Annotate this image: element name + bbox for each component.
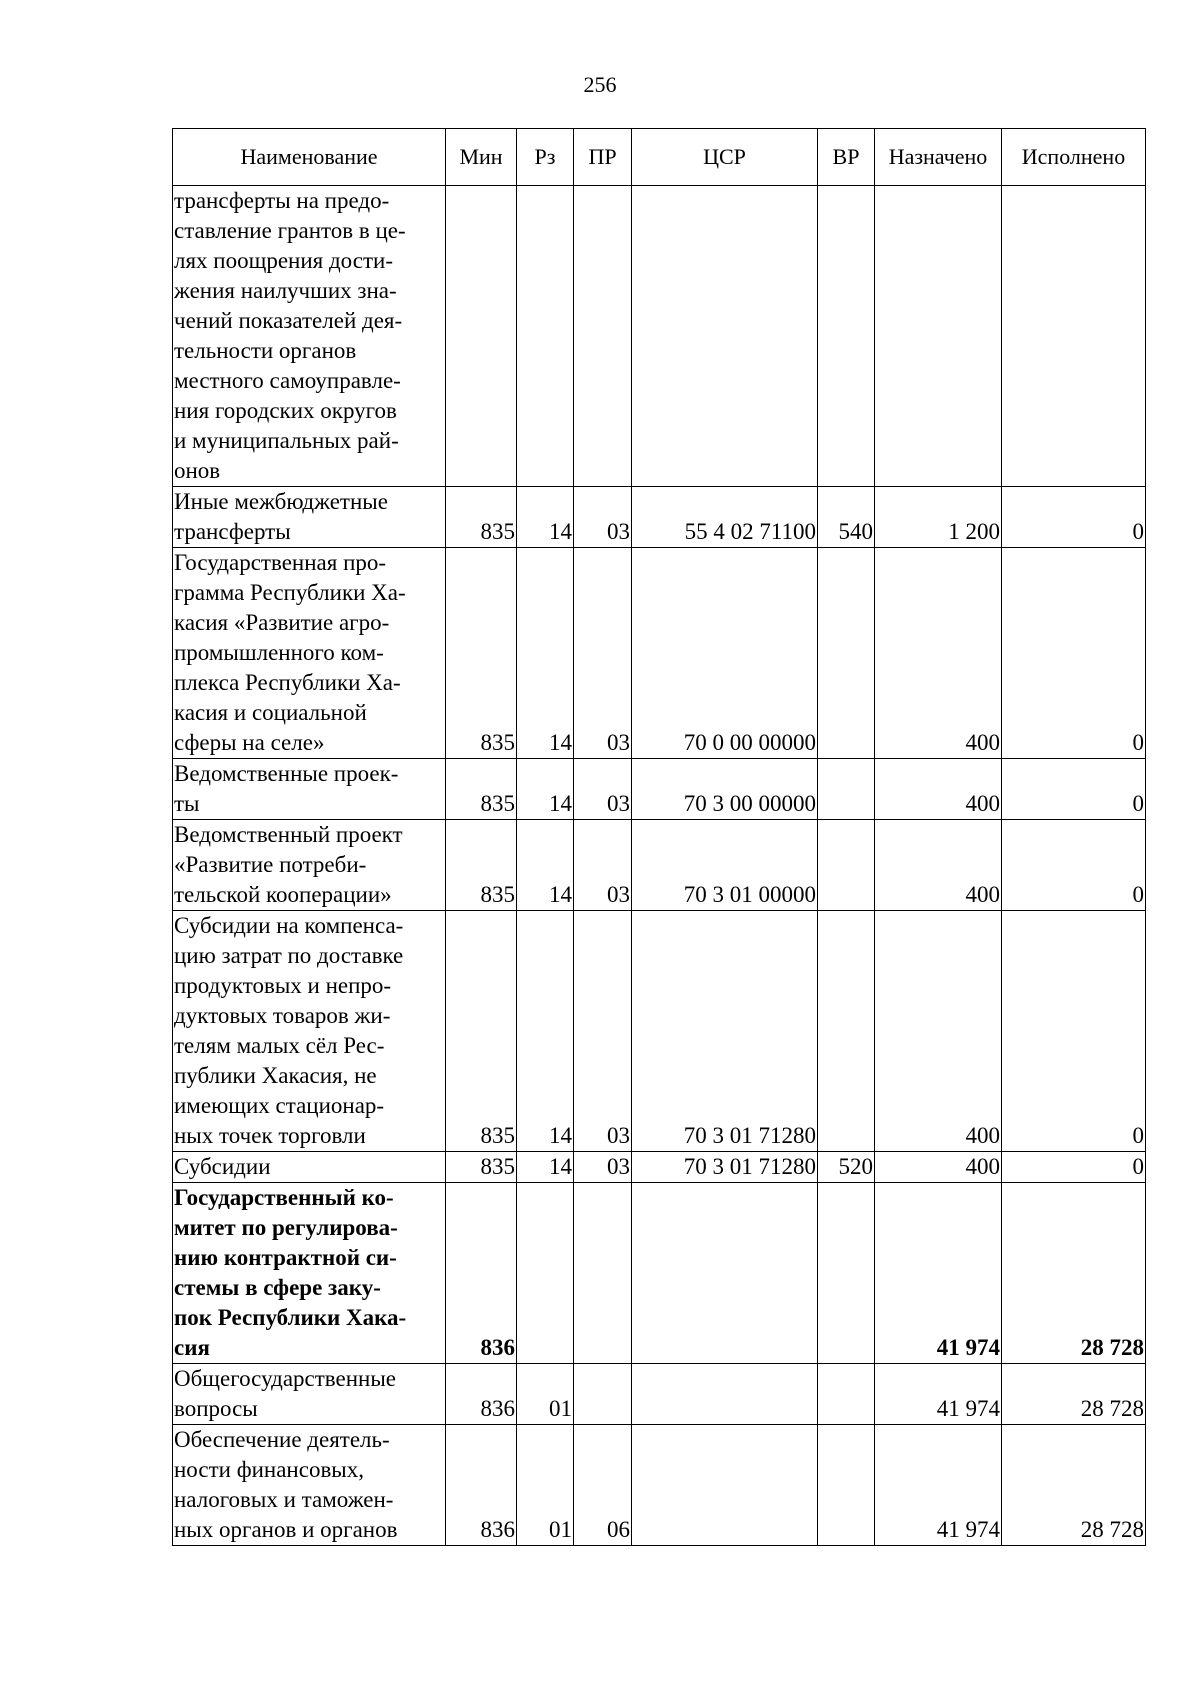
cell-name-line: трансферты: [174, 519, 291, 544]
cell-name-line: местного самоуправле-: [174, 368, 401, 393]
col-header-assigned: Назначено: [875, 129, 1002, 186]
cell-vr: [818, 820, 875, 911]
cell-name-line: пок Республики Хака-: [174, 1305, 407, 1330]
cell-executed: 28 728: [1002, 1183, 1146, 1364]
cell-pr: 03: [574, 548, 632, 759]
cell-executed: 0: [1002, 759, 1146, 820]
cell-executed: 0: [1002, 487, 1146, 548]
table-row: [173, 186, 1146, 487]
cell-assigned: 41 974: [875, 1183, 1002, 1364]
table-body: [173, 186, 1146, 1546]
cell-name-line: трансферты на предо-: [174, 188, 390, 213]
cell-assigned: 400: [875, 1152, 1002, 1183]
cell-assigned: 1 200: [875, 487, 1002, 548]
cell-executed: 28 728: [1002, 1425, 1146, 1546]
cell-vr: [818, 1183, 875, 1364]
cell-min: 835: [446, 1152, 517, 1183]
cell-pr: [574, 1183, 632, 1364]
cell-csr: [632, 1183, 818, 1364]
cell-name: [173, 911, 446, 1152]
table-row: [173, 1152, 1146, 1183]
table-row: [173, 820, 1146, 911]
cell-name-line: ных органов и органов: [174, 1517, 398, 1542]
cell-rz: [517, 1183, 574, 1364]
cell-rz: 01: [517, 1425, 574, 1546]
cell-name-line: нию контрактной си-: [174, 1245, 397, 1270]
cell-pr: 06: [574, 1425, 632, 1546]
cell-name-line: публики Хакасия, не: [174, 1063, 377, 1088]
cell-name-line: имеющих стационар-: [174, 1093, 385, 1118]
cell-name-line: «Развитие потреби-: [174, 852, 367, 877]
table-row: [173, 1425, 1146, 1546]
table-row: [173, 548, 1146, 759]
col-header-pr: ПР: [574, 129, 632, 186]
cell-name-line: продуктовых и непро-: [174, 973, 392, 998]
cell-rz: [517, 186, 574, 487]
cell-pr: 03: [574, 487, 632, 548]
cell-name-line: Государственный ко-: [174, 1185, 394, 1210]
col-header-executed: Исполнено: [1002, 129, 1146, 186]
cell-name-line: и муниципальных рай-: [174, 428, 399, 453]
table-row: [173, 487, 1146, 548]
cell-executed: 0: [1002, 548, 1146, 759]
cell-assigned: 41 974: [875, 1425, 1002, 1546]
cell-min: 836: [446, 1364, 517, 1425]
cell-assigned: [875, 186, 1002, 487]
cell-vr: [818, 759, 875, 820]
cell-assigned: 400: [875, 820, 1002, 911]
cell-name-line: касия и социальной: [174, 700, 367, 725]
cell-name-line: сферы на селе»: [174, 730, 325, 755]
cell-name-line: вопросы: [174, 1396, 258, 1421]
cell-csr: 70 3 01 71280: [632, 1152, 818, 1183]
cell-name: [173, 186, 446, 487]
cell-name-line: грамма Республики Ха-: [174, 580, 406, 605]
cell-name-line: Обеспечение деятель-: [174, 1427, 390, 1452]
cell-csr: [632, 1364, 818, 1425]
cell-name-line: цию затрат по доставке: [174, 943, 404, 968]
cell-vr: 520: [818, 1152, 875, 1183]
cell-vr: [818, 548, 875, 759]
cell-csr: 70 3 01 71280: [632, 911, 818, 1152]
cell-name-line: телям малых сёл Рес-: [174, 1033, 385, 1058]
col-header-rz: Рз: [517, 129, 574, 186]
cell-executed: 0: [1002, 820, 1146, 911]
table-row: [173, 911, 1146, 1152]
cell-assigned: 41 974: [875, 1364, 1002, 1425]
cell-min: 836: [446, 1425, 517, 1546]
cell-name-line: ных точек торговли: [174, 1123, 366, 1148]
cell-name-line: налоговых и таможен-: [174, 1487, 394, 1512]
cell-pr: [574, 1364, 632, 1425]
cell-rz: 14: [517, 759, 574, 820]
cell-csr: 55 4 02 71100: [632, 487, 818, 548]
cell-pr: 03: [574, 820, 632, 911]
cell-name-line: сия: [174, 1335, 210, 1360]
cell-name-line: Государственная про-: [174, 550, 387, 575]
cell-rz: 14: [517, 487, 574, 548]
cell-min: 835: [446, 548, 517, 759]
cell-rz: 14: [517, 1152, 574, 1183]
cell-min: 835: [446, 759, 517, 820]
cell-executed: [1002, 186, 1146, 487]
cell-name-line: митет по регулирова-: [174, 1215, 398, 1240]
cell-csr: [632, 1425, 818, 1546]
cell-vr: [818, 186, 875, 487]
cell-name-line: стемы в сфере заку-: [174, 1275, 381, 1300]
cell-name-line: промышленного ком-: [174, 640, 384, 665]
table-row: [173, 1183, 1146, 1364]
cell-vr: [818, 1364, 875, 1425]
cell-min: 835: [446, 820, 517, 911]
cell-pr: 03: [574, 1152, 632, 1183]
cell-name: [173, 1425, 446, 1546]
cell-vr: [818, 1425, 875, 1546]
col-header-csr: ЦСР: [632, 129, 818, 186]
cell-rz: 14: [517, 820, 574, 911]
cell-name-line: Субсидии: [174, 1154, 271, 1179]
cell-name: [173, 1183, 446, 1364]
cell-assigned: 400: [875, 759, 1002, 820]
cell-name-line: касия «Развитие агро-: [174, 610, 390, 635]
col-header-name: Наименование: [173, 129, 446, 186]
cell-name-line: ты: [174, 791, 200, 816]
col-header-vr: ВР: [818, 129, 875, 186]
budget-table: [172, 128, 1146, 1546]
cell-assigned: 400: [875, 911, 1002, 1152]
cell-name-line: ния городских округов: [174, 398, 397, 423]
cell-rz: 01: [517, 1364, 574, 1425]
cell-assigned: 400: [875, 548, 1002, 759]
cell-rz: 14: [517, 548, 574, 759]
cell-csr: [632, 186, 818, 487]
cell-name-line: дуктовых товаров жи-: [174, 1003, 391, 1028]
cell-name: [173, 1152, 446, 1183]
cell-min: 835: [446, 487, 517, 548]
cell-name: [173, 820, 446, 911]
cell-name-line: ности финансовых,: [174, 1457, 365, 1482]
cell-name-line: Ведомственный проект: [174, 822, 403, 847]
cell-vr: 540: [818, 487, 875, 548]
cell-executed: 28 728: [1002, 1364, 1146, 1425]
cell-name-line: Иные межбюджетные: [174, 489, 388, 514]
cell-pr: [574, 186, 632, 487]
cell-name-line: жения наилучших зна-: [174, 278, 397, 303]
cell-name-line: онов: [174, 458, 221, 483]
cell-name-line: тельности органов: [174, 338, 357, 363]
table-row: [173, 759, 1146, 820]
cell-csr: 70 3 01 00000: [632, 820, 818, 911]
cell-min: [446, 186, 517, 487]
cell-name: [173, 759, 446, 820]
cell-pr: 03: [574, 911, 632, 1152]
cell-csr: 70 0 00 00000: [632, 548, 818, 759]
table-header-row: [173, 129, 1146, 186]
cell-min: 836: [446, 1183, 517, 1364]
cell-name-line: тельской кооперации»: [174, 882, 392, 907]
cell-name: [173, 1364, 446, 1425]
cell-name: [173, 548, 446, 759]
cell-name-line: плекса Республики Ха-: [174, 670, 401, 695]
cell-executed: 0: [1002, 1152, 1146, 1183]
table-row: [173, 1364, 1146, 1425]
cell-name-line: Общегосударственные: [174, 1366, 397, 1391]
cell-rz: 14: [517, 911, 574, 1152]
cell-pr: 03: [574, 759, 632, 820]
cell-name-line: ставление грантов в це-: [174, 218, 406, 243]
cell-name: [173, 487, 446, 548]
cell-name-line: чений показателей дея-: [174, 308, 403, 333]
col-header-min: Мин: [446, 129, 517, 186]
cell-name-line: лях поощрения дости-: [174, 248, 393, 273]
cell-vr: [818, 911, 875, 1152]
cell-name-line: Субсидии на компенса-: [174, 913, 404, 938]
page-number: 256: [583, 72, 617, 97]
cell-min: 835: [446, 911, 517, 1152]
cell-executed: 0: [1002, 911, 1146, 1152]
cell-name-line: Ведомственные проек-: [174, 761, 399, 786]
cell-csr: 70 3 00 00000: [632, 759, 818, 820]
